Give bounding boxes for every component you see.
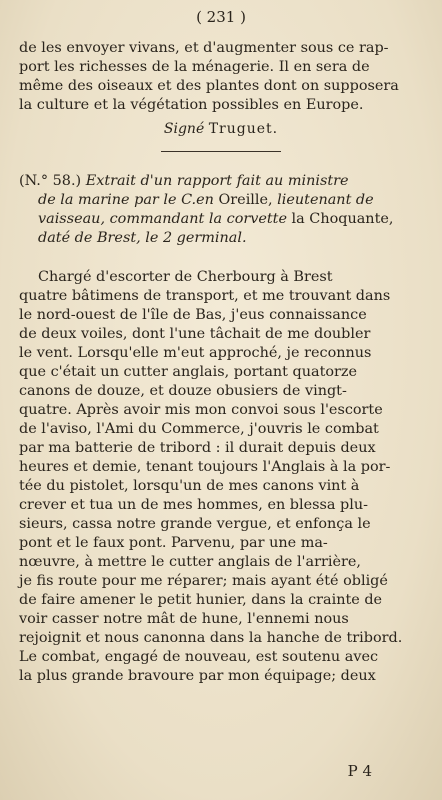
intro-line-1: de les envoyer vivans, et d'augmenter sous ce rap- [19,40,389,56]
body-line-2: quatre bâtimens de transport, et me trouvant dans [19,288,391,304]
section-divider [161,151,281,152]
heading-text: lieutenant de [277,192,374,208]
body-line-19: voir casser notre mât de hune, l'ennemi nous [19,611,349,627]
heading-line-3 [38,210,393,228]
body-line-6: que c'était un cutter anglais, portant quatorze [19,364,358,380]
signature-name: Truguet. [208,121,279,137]
intro-line-3: même des oiseaux et des plantes dont on supposera [19,78,399,94]
signature [0,121,442,137]
intro-line-4: la culture et la végétation possibles en Europe. [19,97,364,113]
body-line-8: quatre. Après avoir mis mon convoi sous l'escorte [19,402,383,418]
body-line-4: de deux voiles, dont l'une tâchait de me doubler [19,326,371,342]
body-line-3: le nord-ouest de l'île de Bas, j'eus connaissance [19,307,367,323]
signature-prefix: Signé [163,121,205,137]
body-line-15: pont et le faux pont. Parvenu, par une ma- [19,535,328,551]
ship-name: la Choquante, [291,211,394,227]
heading-line-4 [38,229,247,247]
body-line-22: la plus grande bravoure par mon équipage; deux [19,668,376,684]
body-line-11: heures et demie, tenant toujours l'Anglais à la por- [19,459,391,475]
officer-name: Oreille, [218,192,273,208]
heading-line-2 [38,191,374,209]
body-line-16: nœuvre, à mettre le cutter anglais de l'arrière, [19,554,361,570]
intro-line-2: port les richesses de la ménagerie. Il en sera de [19,59,370,75]
body-line-21: Le combat, engagé de nouveau, est soutenu avec [19,649,379,665]
body-line-5: le vent. Lorsqu'elle m'eut approché, je reconnus [19,345,372,361]
body-line-20: rejoignit et nous canonna dans la hanche de tribord. [19,630,403,646]
body-line-1: Chargé d'escorter de Cherbourg à Brest [38,269,333,285]
heading-text: vaisseau, commandant la corvette [38,211,287,227]
body-line-13: crever et tua un de mes hommes, en blessa plu- [19,497,369,513]
heading-title: Extrait d'un rapport fait au ministre [85,173,349,189]
body-line-14: sieurs, cassa notre grande vergue, et enfonça le [19,516,371,532]
body-line-7: canons de douze, et douze obusiers de vingt- [19,383,347,399]
heading-line-1 [19,172,349,190]
page-number: ( 231 ) [196,8,246,26]
body-line-10: par ma batterie de tribord : il durait depuis deux [19,440,376,456]
body-line-9: de l'aviso, l'Ami du Commerce, j'ouvris le combat [19,421,379,437]
document-number: (N.° 58.) [19,173,82,189]
signature-mark: P 4 [347,762,372,780]
body-line-12: tée du pistolet, lorsqu'un de mes canons vint à [19,478,360,494]
body-line-18: de faire amener le petit hunier, dans la crainte de [19,592,383,608]
heading-date: daté de Brest, le 2 germinal. [38,230,247,246]
body-line-17: je fis route pour me réparer; mais ayant été obligé [19,573,388,589]
heading-text: de la marine par le C.en [38,192,214,208]
